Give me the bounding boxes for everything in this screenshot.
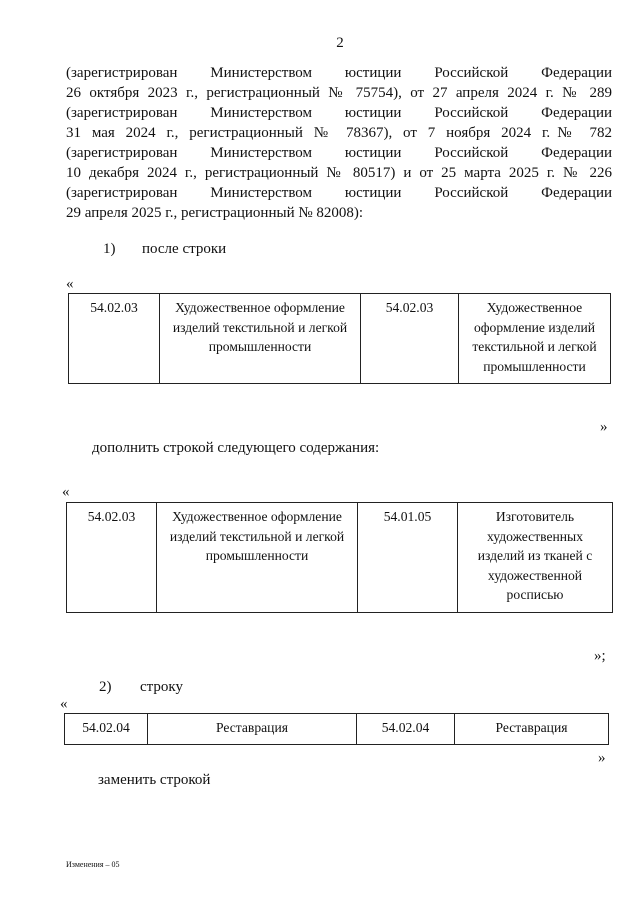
name-cell: Реставрация (148, 714, 357, 745)
page-number: 2 (336, 35, 344, 51)
table-row (67, 503, 613, 613)
intro-line: 31 мая 2024 г., регистрационный № 78367), от 7 ноября 2024 г.№ 782 (66, 125, 612, 141)
quote-open: « (62, 484, 70, 500)
add-line-text: дополнить строкой следующего содержания: (92, 440, 380, 456)
intro-line: 29 апреля 2025 г., регистрационный № 82008): (66, 205, 364, 221)
name-cell: Реставрация (455, 714, 609, 745)
item-1-number: 1) (103, 241, 116, 257)
intro-paragraph (66, 63, 612, 223)
code-cell: 54.02.03 (361, 294, 459, 384)
code-cell: 54.02.03 (67, 503, 157, 613)
code-cell: 54.02.04 (357, 714, 455, 745)
intro-line: (зарегистрирован Министерством юстиции Российской Федерации (66, 105, 612, 121)
code-cell: 54.01.05 (358, 503, 458, 613)
name-cell: Изготовитель художественных изделий из тканей с художественной росписью (458, 503, 613, 613)
table-before (68, 293, 611, 384)
intro-line: 10 декабря 2024 г., регистрационный № 80517) и от 25 марта 2025 г. № 226 (66, 165, 612, 181)
name-cell: Художественное оформление изделий текстильной и легкой промышленности (157, 503, 358, 613)
table-replaced (64, 713, 609, 745)
name-cell: Художественное оформление изделий текстильной и легкой промышленности (459, 294, 611, 384)
intro-line: (зарегистрирован Министерством юстиции Российской Федерации (66, 185, 612, 201)
quote-open: « (66, 276, 74, 292)
table-row (69, 294, 611, 384)
table-row (65, 714, 609, 745)
quote-close: » (598, 750, 606, 766)
name-cell: Художественное оформление изделий текстильной и легкой промышленности (160, 294, 361, 384)
intro-line: (зарегистрирован Министерством юстиции Российской Федерации (66, 145, 612, 161)
item-2-text: строку (140, 679, 183, 695)
table-added (66, 502, 613, 613)
intro-line: (зарегистрирован Министерством юстиции Российской Федерации (66, 65, 612, 81)
item-2-number: 2) (99, 679, 112, 695)
code-cell: 54.02.03 (69, 294, 160, 384)
footer-label: Изменения – 05 (66, 860, 120, 869)
quote-close-semicolon: »; (594, 648, 606, 664)
replace-text: заменить строкой (98, 772, 211, 788)
intro-line: 26 октября 2023 г., регистрационный № 75754), от 27 апреля 2024 г. № 289 (66, 85, 612, 101)
quote-close: » (600, 419, 608, 435)
quote-open: « (60, 696, 68, 712)
code-cell: 54.02.04 (65, 714, 148, 745)
item-1-text: после строки (142, 241, 227, 257)
